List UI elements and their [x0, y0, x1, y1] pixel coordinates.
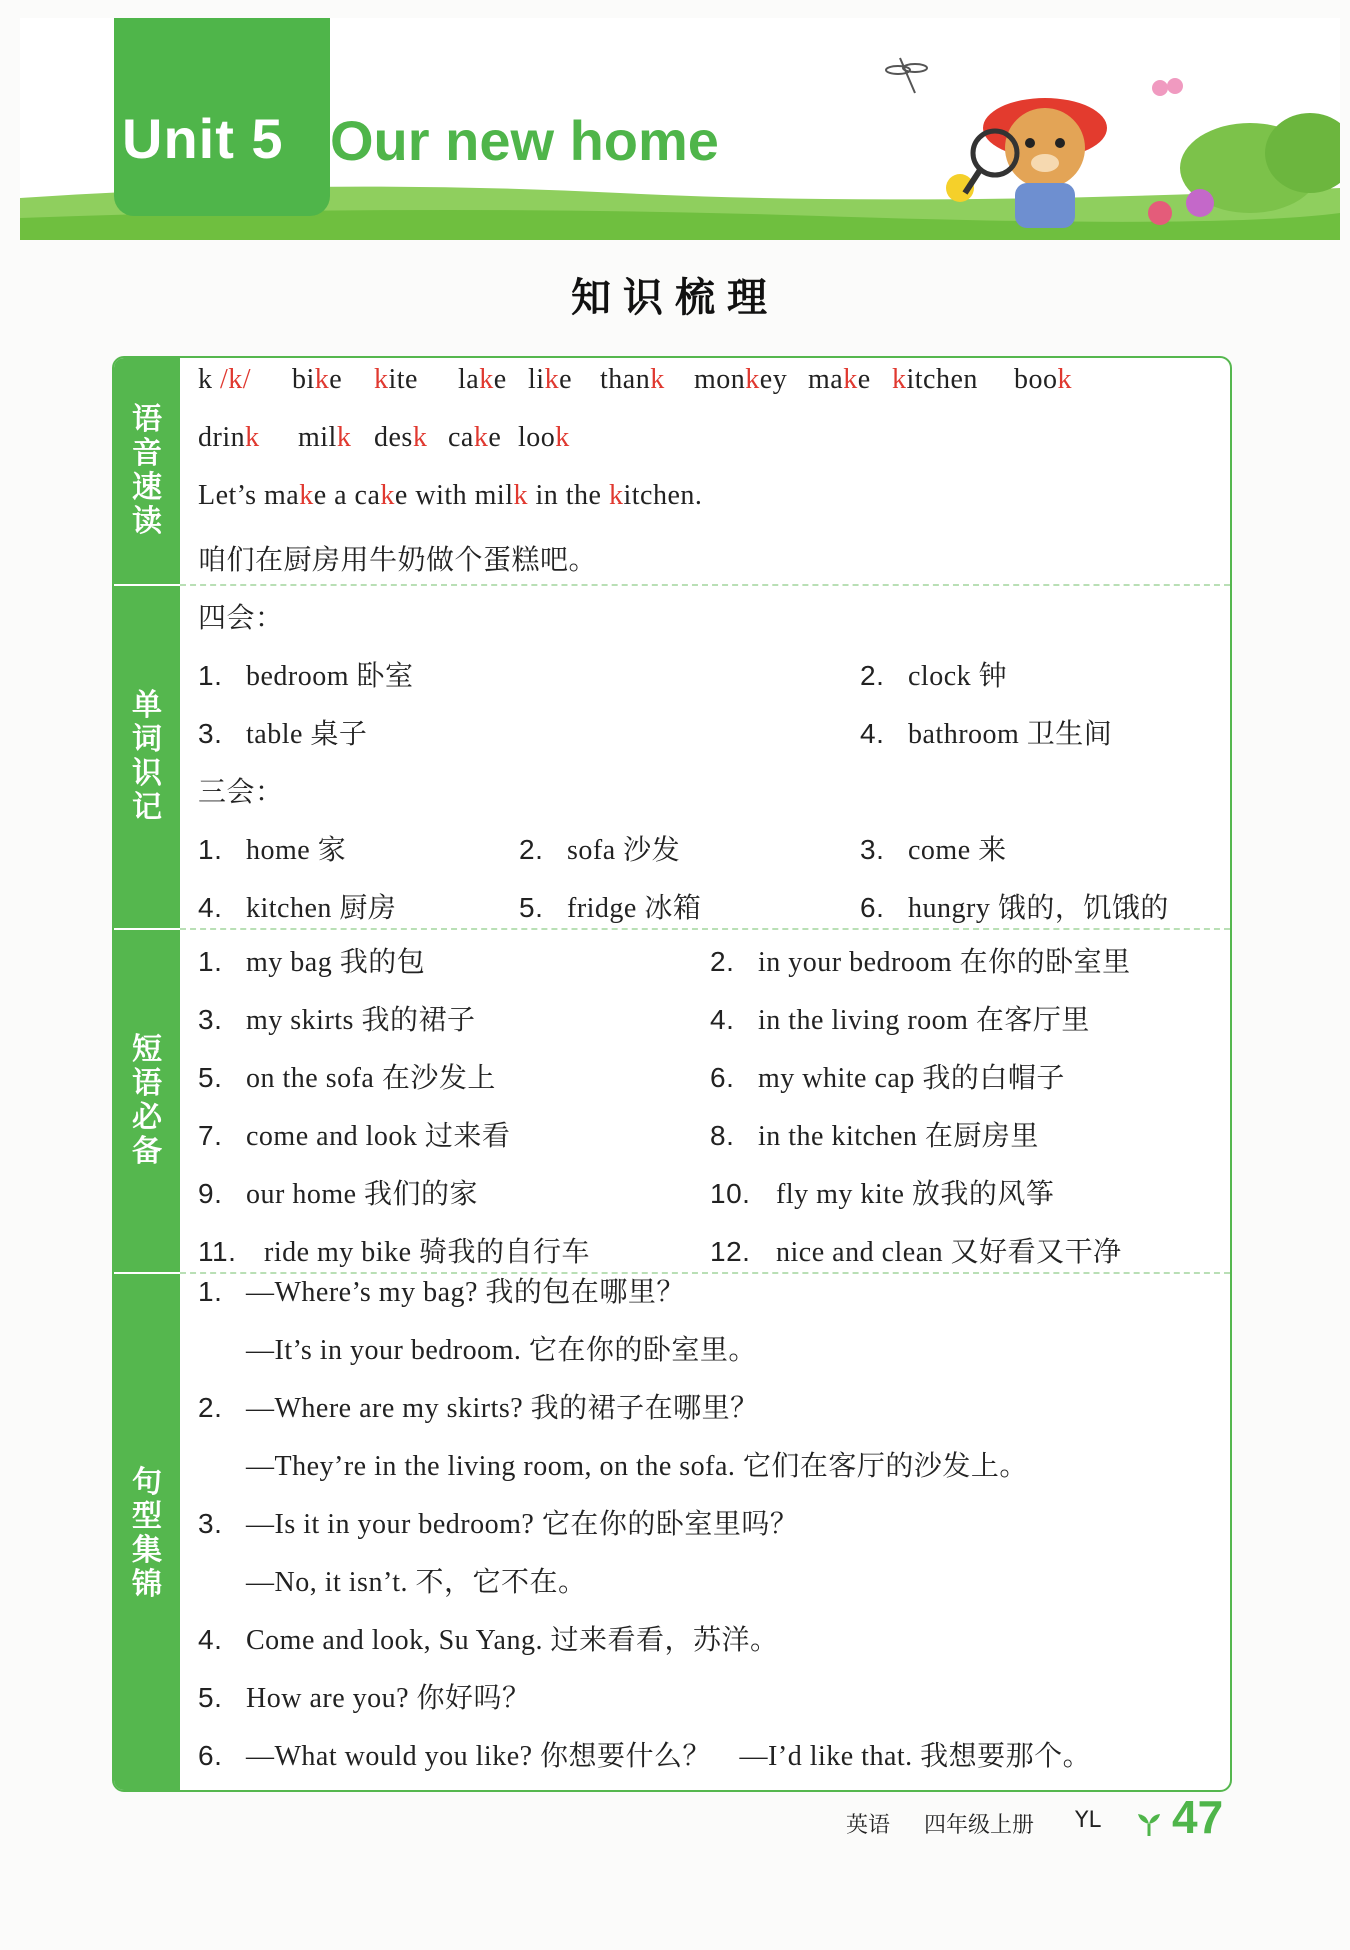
phonics-word: book — [1014, 364, 1072, 395]
unit-banner — [20, 18, 1340, 240]
phonics-word: monkey — [694, 364, 788, 395]
sentence-item: 1. —Where’s my bag? 我的包在哪里？ — [198, 1276, 685, 1308]
section-label-phrases: 短语必备 — [114, 930, 180, 1272]
phrase-item: 8. in the kitchen 在厨房里 — [710, 1120, 1039, 1152]
phonics-word: milk — [298, 422, 352, 453]
phonics-word: like — [528, 364, 572, 395]
footer-subject: 英语 — [846, 1813, 891, 1838]
phonics-word: make — [808, 364, 871, 395]
sentence-item: 5. How are you? 你好吗？ — [198, 1682, 531, 1714]
footer-grade: 四年级上册 — [924, 1813, 1035, 1838]
divider — [180, 584, 1230, 586]
phrase-item: 3. my skirts 我的裙子 — [198, 1004, 476, 1036]
leaf-icon — [1136, 1812, 1162, 1838]
phonics-word: kite — [374, 364, 418, 395]
phonics-translation: 咱们在厨房用牛奶做个蛋糕吧。 — [198, 545, 598, 576]
phonics-word: thank — [600, 364, 665, 395]
phonics-letter-sound: k /k/ — [198, 364, 252, 395]
sentence-item: —They’re in the living room, on the sofa. 它们在客厅的沙发上。 — [246, 1451, 1028, 1482]
word-item: 3. table 桌子 — [198, 718, 368, 750]
word-item: 1. bedroom 卧室 — [198, 660, 414, 692]
phonics-word: bike — [292, 364, 343, 395]
sentence-item: —No, it isn’t. 不，它不在。 — [246, 1567, 587, 1598]
phonics-word: drink — [198, 422, 260, 453]
phonics-word: kitchen — [892, 364, 978, 395]
phrase-item: 4. in the living room 在客厅里 — [710, 1004, 1090, 1036]
section-label-sentences: 句型集锦 — [114, 1274, 180, 1792]
words-four-label: 四会： — [198, 603, 284, 634]
page-number: 47 — [1172, 1791, 1224, 1843]
phrase-item: 2. in your bedroom 在你的卧室里 — [710, 946, 1131, 978]
word-item: 2. clock 钟 — [860, 660, 1008, 692]
section-label-words: 单词识记 — [114, 586, 180, 928]
word-item: 1. home 家 — [198, 834, 347, 866]
phrase-item: 11. ride my bike 骑我的自行车 — [198, 1236, 591, 1268]
phrase-item: 1. my bag 我的包 — [198, 946, 426, 978]
sentence-item: 3. —Is it in your bedroom? 它在你的卧室里吗？ — [198, 1508, 799, 1540]
word-item: 2. sofa 沙发 — [519, 834, 681, 866]
sentence-item: 6. —What would you like? 你想要什么？ —I’d like that. 我想要那个。 — [198, 1740, 1092, 1772]
phonics-word: look — [518, 422, 570, 453]
unit-label: Unit 5 — [122, 107, 284, 170]
phonics-word: cake — [448, 422, 502, 453]
phrase-item: 5. on the sofa 在沙发上 — [198, 1062, 496, 1094]
phrase-item: 7. come and look 过来看 — [198, 1120, 511, 1152]
phrase-item: 12. nice and clean 又好看又干净 — [710, 1236, 1122, 1268]
sentence-item: 4. Come and look, Su Yang. 过来看看，苏洋。 — [198, 1624, 779, 1656]
knowledge-panel — [112, 356, 1232, 1792]
unit-title: Our new home — [330, 109, 719, 172]
footer-edition: YL — [1075, 1808, 1101, 1833]
sentence-item: —It’s in your bedroom. 它在你的卧室里。 — [246, 1335, 757, 1366]
sentence-item: 2. —Where are my skirts? 我的裙子在哪里？ — [198, 1392, 759, 1424]
section-title: 知识梳理 — [571, 275, 779, 321]
divider — [180, 928, 1230, 930]
word-item: 5. fridge 冰箱 — [519, 892, 702, 924]
section-label-phonics: 语音速读 — [114, 358, 180, 584]
phonics-word: desk — [374, 422, 428, 453]
word-item: 3. come 来 — [860, 834, 1007, 866]
phonics-sentence: Let’s make a cake with milk in the kitchen. — [198, 480, 703, 511]
phonics-word: lake — [458, 364, 507, 395]
phrase-item: 10. fly my kite 放我的风筝 — [710, 1178, 1055, 1210]
word-item: 4. kitchen 厨房 — [198, 892, 397, 924]
word-item: 6. hungry 饿的，饥饿的 — [860, 892, 1169, 924]
phrase-item: 6. my white cap 我的白帽子 — [710, 1062, 1065, 1094]
words-three-label: 三会： — [198, 777, 284, 808]
word-item: 4. bathroom 卫生间 — [860, 718, 1113, 750]
phrase-item: 9. our home 我们的家 — [198, 1178, 479, 1210]
